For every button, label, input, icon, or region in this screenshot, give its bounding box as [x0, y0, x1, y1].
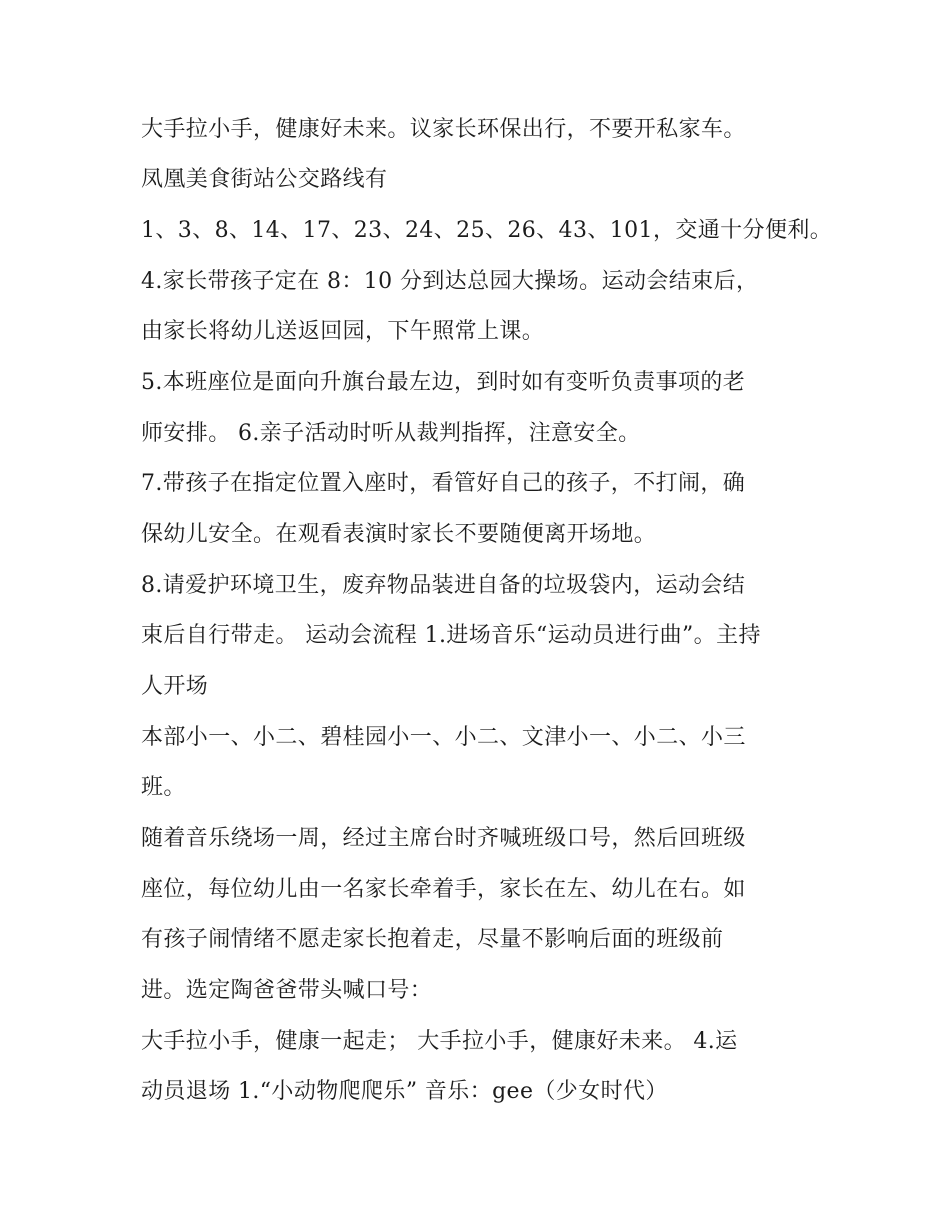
text-line: 动员退场 1.“小动物爬爬乐” 音乐：gee（少女时代）: [141, 1079, 668, 1104]
text-line: 随着音乐绕场一周，经过主席台时齐喊班级口号，然后回班级: [141, 826, 746, 851]
text-line: 凤凰美食街站公交路线有: [141, 167, 388, 192]
text-line: 师安排。 6.亲子活动时听从裁判指挥，注意安全。: [141, 421, 641, 446]
text-line: 7.带孩子在指定位置入座时，看管好自己的孩子，不打闹，确: [141, 471, 746, 496]
text-line: 8.请爱护环境卫生，废弃物品装进自备的垃圾袋内，运动会结: [141, 573, 746, 598]
text-line: 束后自行带走。 运动会流程 1.进场音乐“运动员进行曲”。主持: [141, 623, 761, 648]
text-line: 1、3、8、14、17、23、24、25、26、43、101，交通十分便利。: [141, 218, 833, 243]
text-line: 人开场: [141, 674, 209, 699]
text-line: 进。选定陶爸爸带头喊口号：: [141, 978, 433, 1003]
text-line: 班。: [141, 775, 186, 800]
text-line: 有孩子闹情绪不愿走家长抱着走，尽量不影响后面的班级前: [141, 927, 724, 952]
text-line: 保幼儿安全。在观看表演时家长不要随便离开场地。: [141, 522, 657, 547]
text-line: 大手拉小手，健康一起走； 大手拉小手，健康好未来。 4.运: [141, 1029, 738, 1054]
text-line: 座位，每位幼儿由一名家长牵着手，家长在左、幼儿在右。如: [141, 877, 746, 902]
text-line: 大手拉小手，健康好未来。议家长环保出行，不要开私家车。: [141, 117, 746, 142]
text-line: 本部小一、小二、碧桂园小一、小二、文津小一、小二、小三: [141, 725, 746, 750]
text-line: 4.家长带孩子定在 8：10 分到达总园大操场。运动会结束后，: [141, 269, 759, 294]
text-line: 5.本班座位是面向升旗台最左边，到时如有变听负责事项的老: [141, 370, 746, 395]
text-line: 由家长将幼儿送返回园，下午照常上课。: [141, 319, 545, 344]
